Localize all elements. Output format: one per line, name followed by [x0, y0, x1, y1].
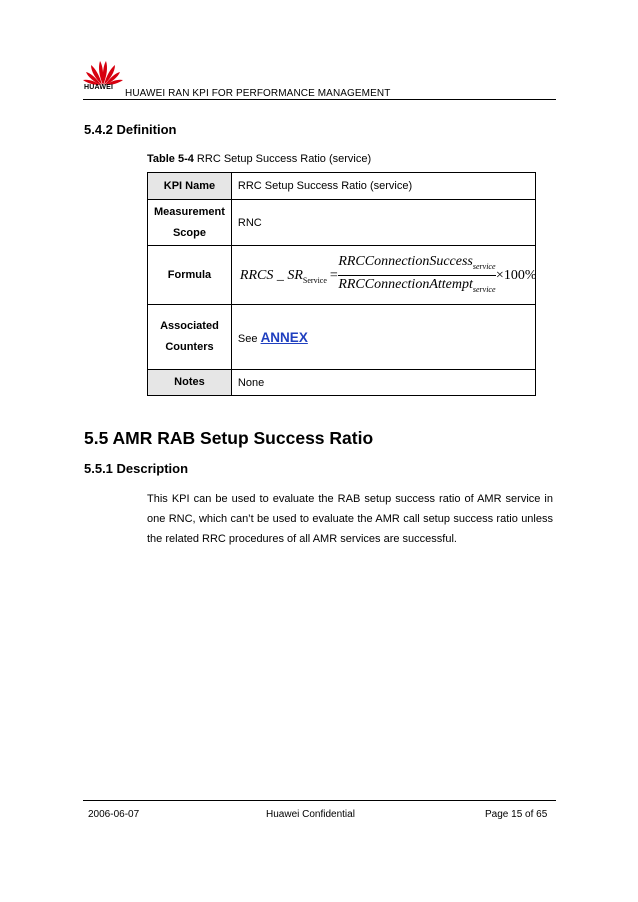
formula-denominator	[338, 277, 496, 294]
formula-numerator-subscript: service	[472, 261, 496, 271]
header-title: HUAWEI RAN KPI FOR PERFORMANCE MANAGEMENT	[125, 88, 391, 99]
description-paragraph: This KPI can be used to evaluate the RAB setup success ratio of AMR service in one RNC, which can’t be used to evaluate the AMR call setup success ratio unless the related RRC procedures of all AMR services are successful.	[147, 493, 553, 545]
header-divider	[83, 99, 556, 100]
section-heading-definition: 5.4.2 Definition	[84, 122, 177, 137]
measurement-scope-label	[148, 200, 232, 246]
formula-label: Formula	[148, 246, 232, 305]
kpi-definition-table	[147, 172, 536, 396]
logo-wordmark: HUAWEI	[84, 84, 114, 91]
footer-page-number: Page 15 of 65	[485, 809, 548, 820]
label-line: Measurement	[154, 205, 225, 218]
formula-lhs-text: RRCS _ SR	[239, 268, 303, 283]
table-row	[148, 200, 536, 246]
formula-denominator-subscript: service	[472, 284, 496, 294]
formula-denominator-text: RRCConnectionAttempt	[338, 277, 473, 292]
see-text: See	[237, 332, 261, 345]
table-number: Table 5-4	[147, 153, 194, 165]
table-row	[148, 370, 536, 396]
section-heading-description: 5.5.1 Description	[84, 461, 189, 476]
associated-counters-label	[148, 305, 232, 370]
table-title: RRC Setup Success Ratio (service)	[193, 153, 372, 165]
footer-confidential: Huawei Confidential	[266, 809, 355, 820]
annex-link[interactable]: ANNEX	[260, 329, 308, 345]
section-heading-amr-rab: 5.5 AMR RAB Setup Success Ratio	[84, 428, 374, 448]
formula-cell	[231, 246, 535, 305]
measurement-scope-value: RNC	[231, 200, 535, 246]
notes-label: Notes	[148, 370, 232, 396]
formula-expression	[238, 253, 537, 297]
table-caption	[147, 153, 371, 165]
label-line: Scope	[172, 226, 206, 239]
formula-fraction-bar	[338, 275, 496, 276]
footer-divider	[83, 800, 556, 801]
table-row	[148, 246, 536, 305]
table-row	[148, 173, 536, 200]
kpi-name-value: RRC Setup Success Ratio (service)	[231, 173, 535, 200]
associated-counters-value	[231, 305, 535, 370]
label-line: Counters	[165, 341, 214, 353]
notes-value: None	[231, 370, 535, 396]
label-line: Associated	[160, 320, 219, 332]
formula-lhs	[240, 268, 327, 285]
formula-lhs-subscript: Service	[302, 275, 327, 285]
formula-numerator-text: RRCConnectionSuccess	[338, 254, 473, 269]
table-row	[148, 305, 536, 370]
footer-date: 2006-06-07	[88, 809, 140, 820]
formula-equals: =	[329, 268, 338, 283]
formula-numerator	[338, 254, 496, 271]
kpi-name-label: KPI Name	[148, 173, 232, 200]
huawei-logo-icon	[80, 58, 126, 98]
formula-multiplier: ×100%	[495, 268, 537, 283]
